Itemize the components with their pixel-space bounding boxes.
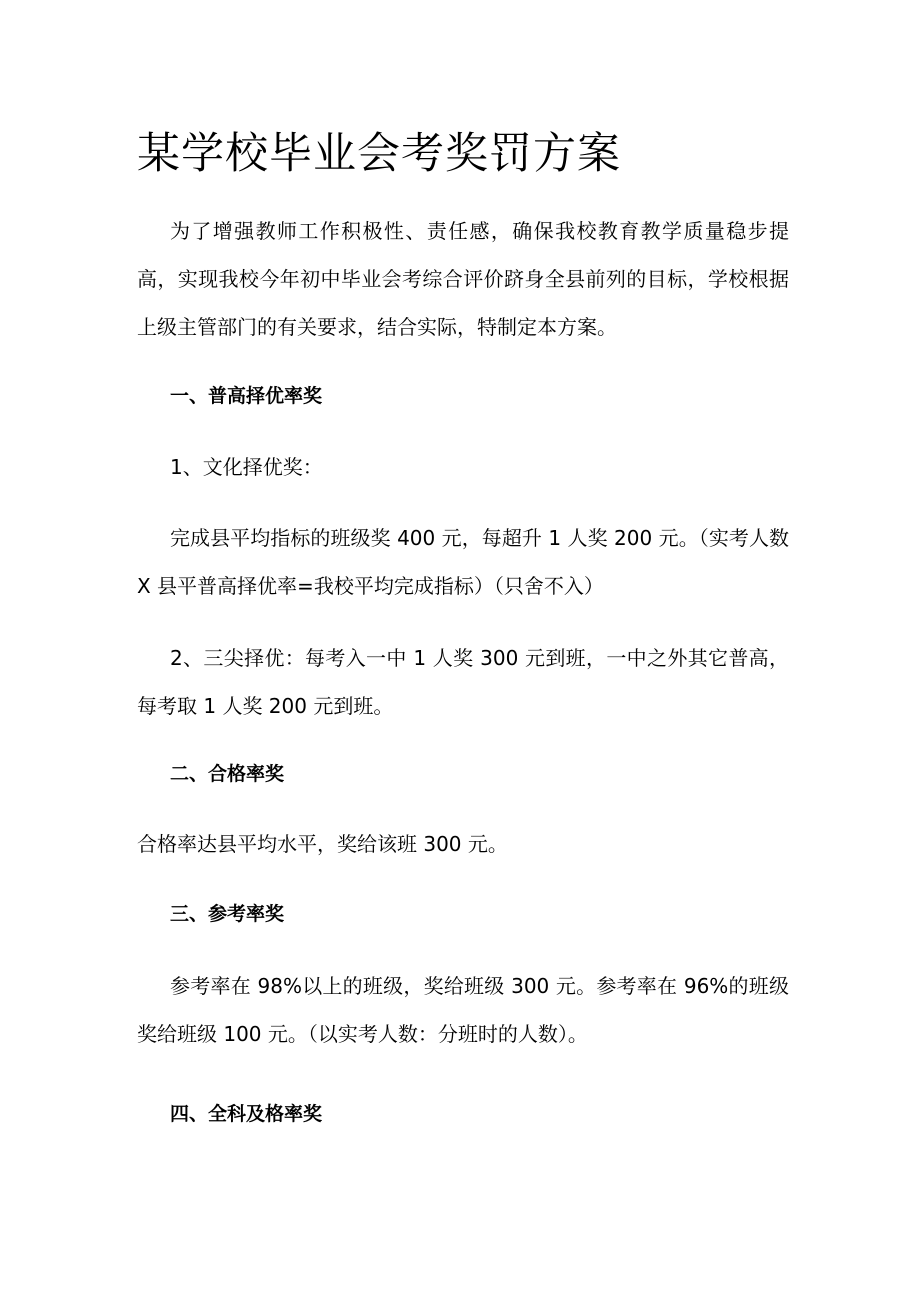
intro-paragraph: 为了增强教师工作积极性、责任感，确保我校教育教学质量稳步提高，实现我校今年初中毕业会考综合评价跻身全县前列的目标，学校根据上级主管部门的有关要求，结合实际，特制定本方案。 bbox=[137, 219, 789, 339]
section2-text: 合格率达县平均水平，奖给该班 300 元。 bbox=[137, 832, 508, 856]
document-title: 某学校毕业会考奖罚方案 bbox=[137, 129, 621, 179]
item1-label: 1、文化择优奖： bbox=[170, 455, 323, 479]
section3-text: 参考率在 98%以上的班级，奖给班级 300 元。参考率在 96%的班级奖给班级 100 元。（以实考人数：分班时的人数）。 bbox=[137, 974, 789, 1046]
section-heading-2: 二、合格率奖 bbox=[170, 763, 285, 785]
section-heading-4: 四、全科及格率奖 bbox=[170, 1103, 323, 1125]
section-heading-3: 三、参考率奖 bbox=[170, 903, 285, 925]
item2-text: 2、三尖择优：每考入一中 1 人奖 300 元到班，一中之外其它普高，每考取 1 人奖 200 元到班。 bbox=[137, 646, 789, 718]
item1-text: 完成县平均指标的班级奖 400 元，每超升 1 人奖 200 元。（实考人数 X 县平普高择优率=我校平均完成指标）（只舍不入） bbox=[137, 526, 789, 598]
section-heading-1: 一、普高择优率奖 bbox=[170, 385, 323, 407]
